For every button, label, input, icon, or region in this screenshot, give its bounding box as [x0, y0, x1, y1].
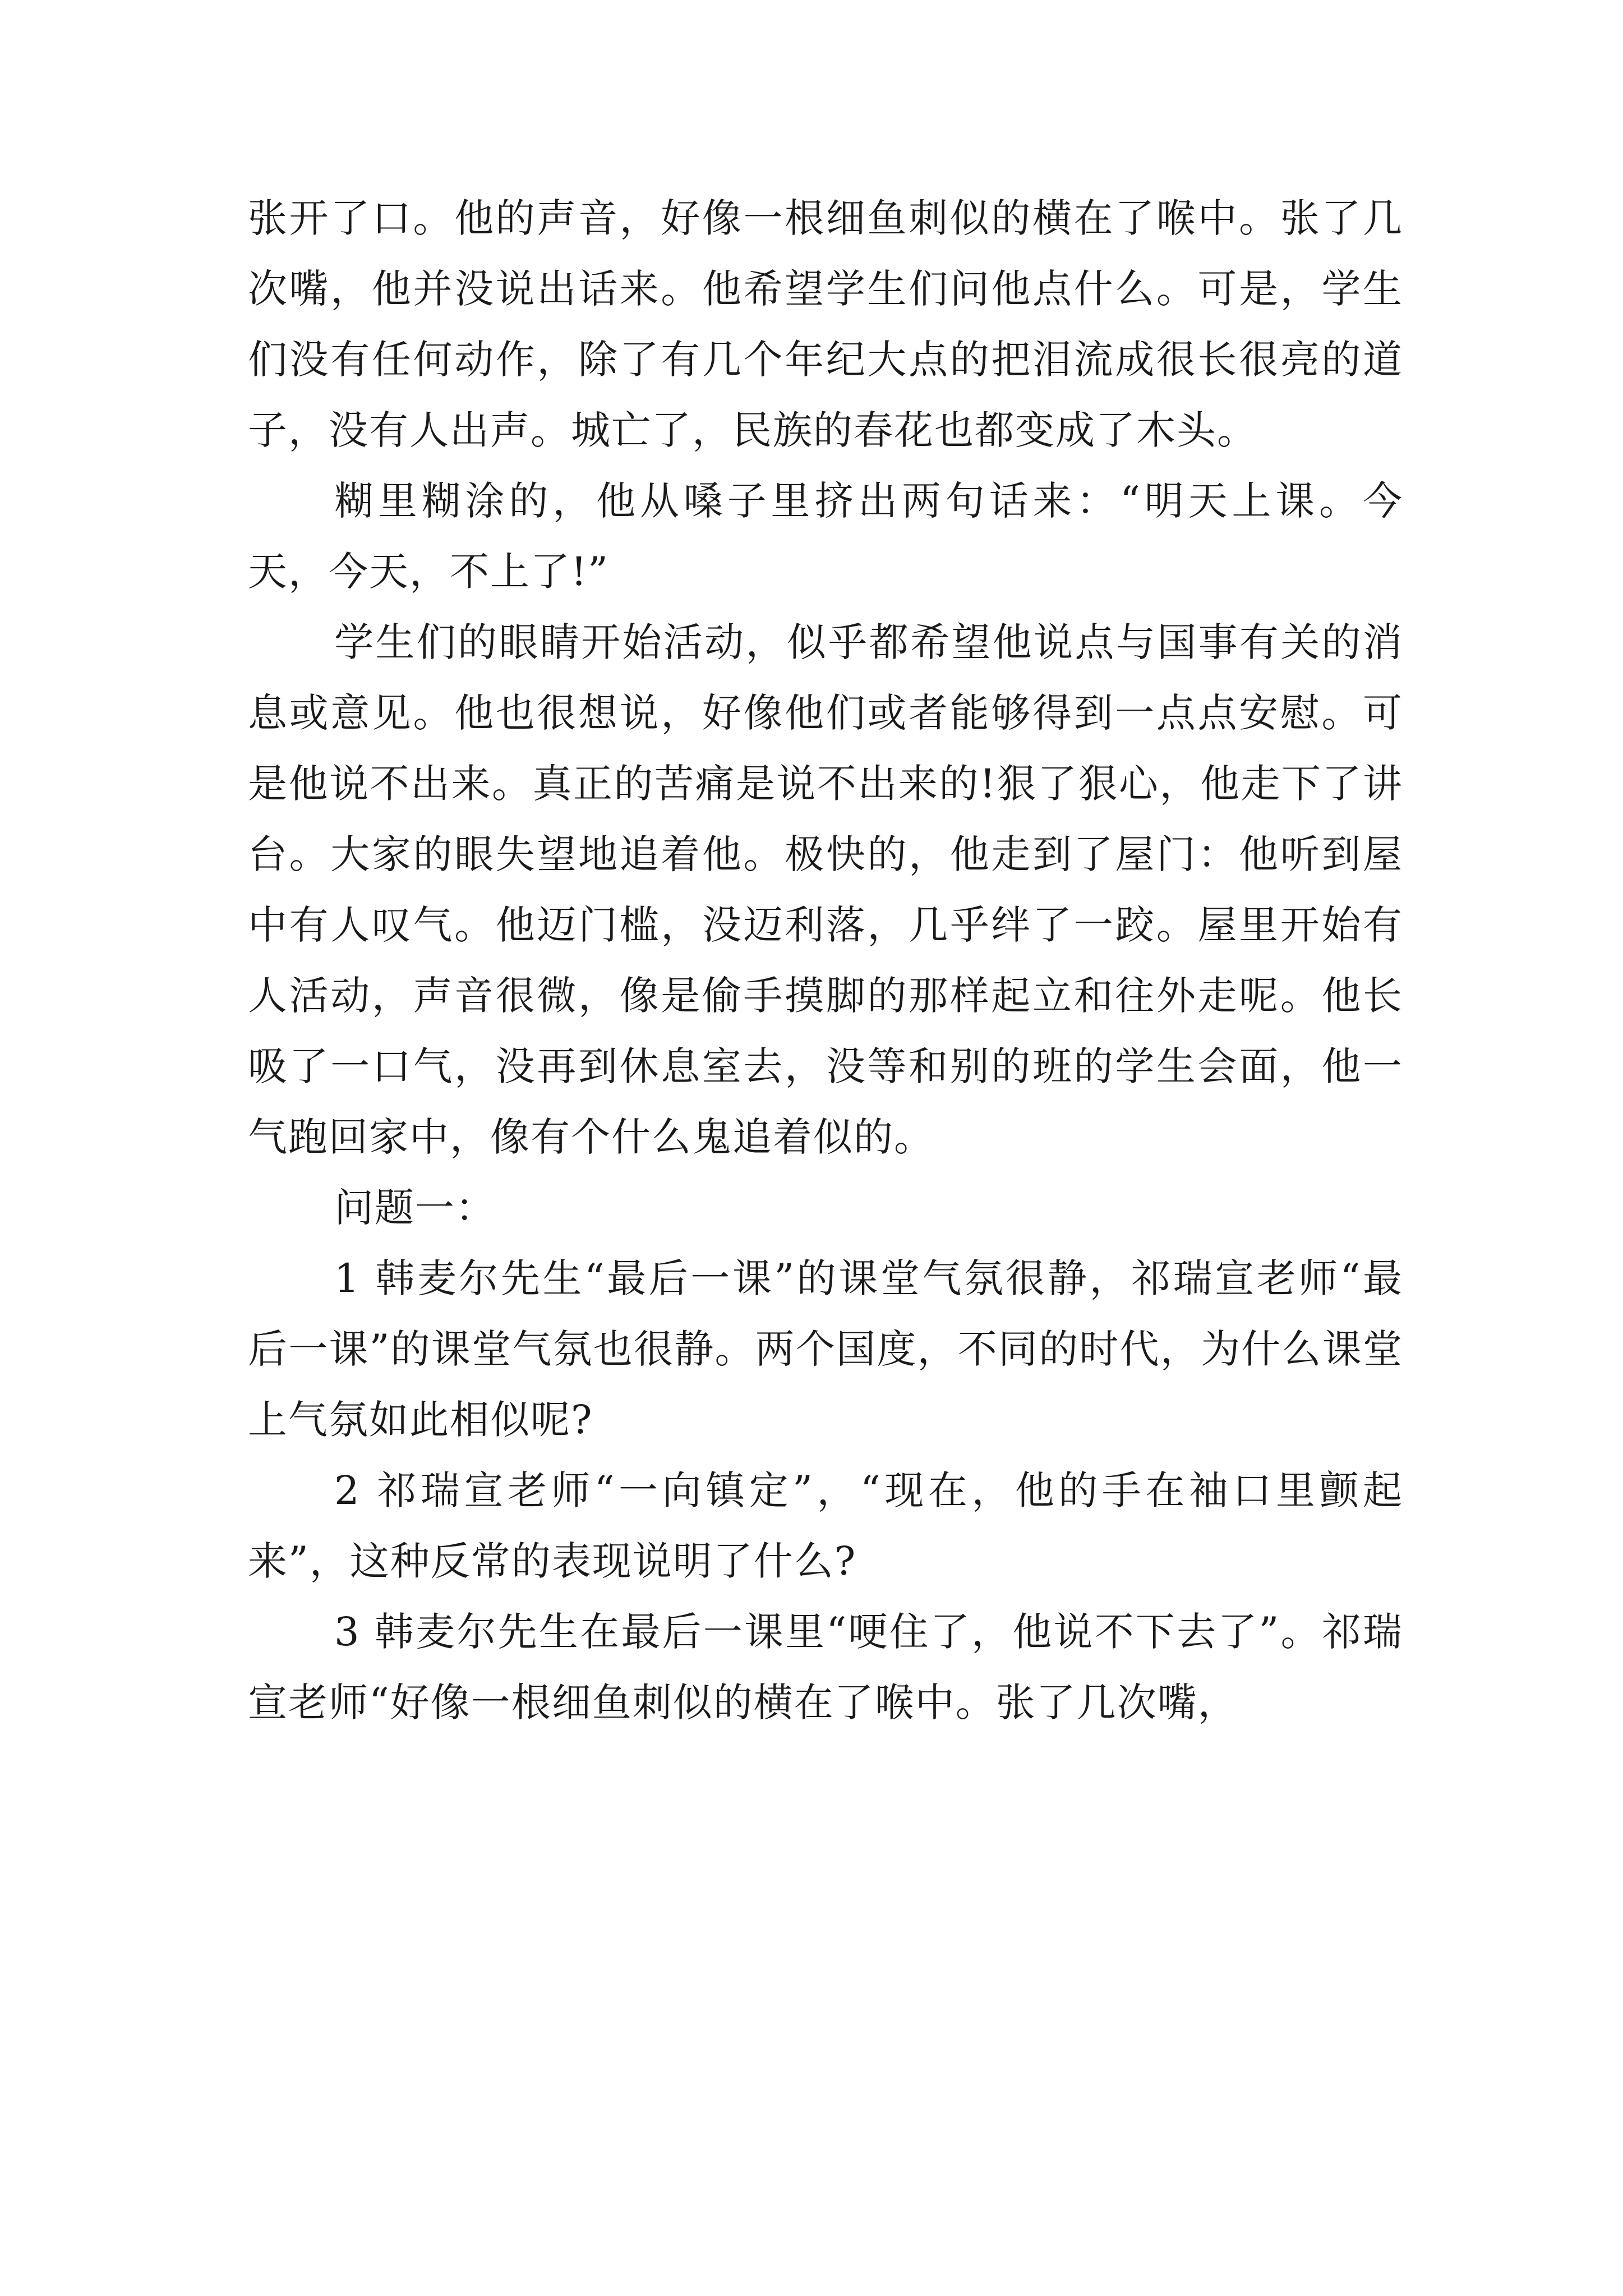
- paragraph-narrative: 学生们的眼睛开始活动，似乎都希望他说点与国事有关的消息或意见。他也很想说，好像他们或者能够得到一点点安慰。可是他说不出来。真正的苦痛是说不出来的!狠了狠心，他走下了讲台。大家的眼失望地追着他。极快的，他走到了屋门：他听到屋中有人叹气。他迈门槛，没迈利落，几乎绊了一跤。屋里开始有人活动，声音很微，像是偷手摸脚的那样起立和往外走呢。他长吸了一口气，没再到休息室去，没等和别的班的学生会面，他一气跑回家中，像有个什么鬼追着似的。: [248, 619, 1403, 1160]
- question-item-1: 1 韩麦尔先生“最后一课”的课堂气氛很静，祁瑞宣老师“最后一课”的课堂气氛也很静。两个国度，不同的时代，为什么课堂上气氛如此相似呢?: [248, 1255, 1403, 1443]
- question-heading: 问题一：: [334, 1185, 496, 1231]
- body-text: [248, 183, 1403, 1738]
- question-item-2: 2 祁瑞宣老师“一向镇定”，“现在，他的手在袖口里颤起来”，这种反常的表现说明了什么?: [248, 1467, 1403, 1584]
- paragraph-dialogue: 糊里糊涂的，他从嗓子里挤出两句话来：“明天上课。今天，今天，不上了!”: [248, 478, 1403, 595]
- paragraph-continuation: 张开了口。他的声音，好像一根细鱼刺似的横在了喉中。张了几次嘴，他并没说出话来。他希望学生们问他点什么。可是，学生们没有任何动作，除了有几个年纪大点的把泪流成很长很亮的道子，没有人出声。城亡了，民族的春花也都变成了木头。: [248, 195, 1403, 453]
- question-item-3: 3 韩麦尔先生在最后一课里“哽住了，他说不下去了”。祁瑞宣老师“好像一根细鱼刺似的横在了喉中。张了几次嘴，: [248, 1609, 1403, 1726]
